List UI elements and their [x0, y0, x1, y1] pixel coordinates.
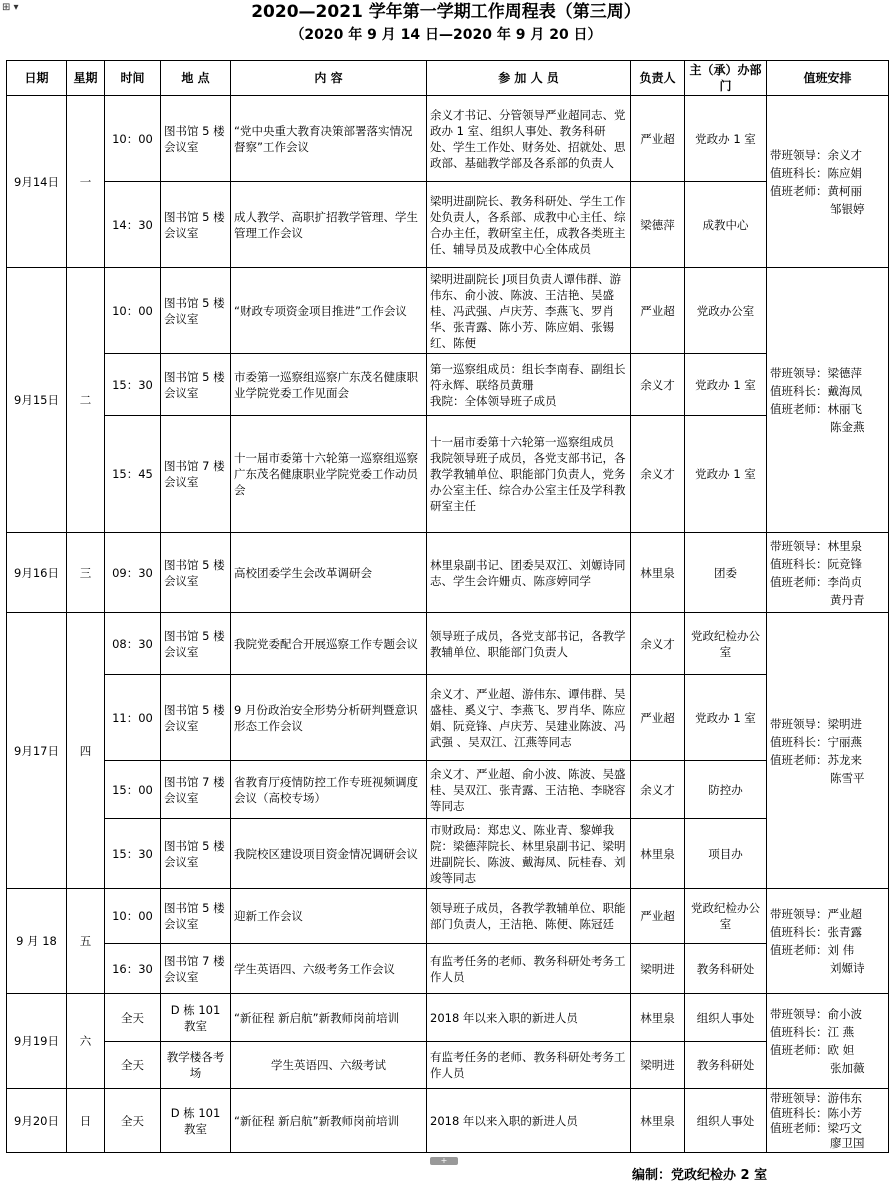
place-cell: 图书馆 5 楼会议室: [161, 533, 231, 613]
duty-chief: 值班科长：江 燕: [770, 1025, 855, 1039]
content-cell: 市委第一巡察组巡察广东茂名健康职业学院党委工作见面会: [231, 354, 427, 416]
duty-teacher: 值班老师：梁巧文: [770, 1120, 862, 1135]
header-date: 日期: [7, 61, 67, 96]
dept-cell: 团委: [685, 533, 767, 613]
duty-cell: [767, 994, 889, 1089]
time-cell: 09：30: [105, 533, 161, 613]
table-row: [7, 182, 889, 268]
duty-cell: [767, 889, 889, 994]
place-cell: 图书馆 5 楼会议室: [161, 819, 231, 889]
date-cell: 9 月 18: [7, 889, 67, 994]
duty-teacher-2: 陈雪平: [830, 770, 865, 785]
time-cell: 15：00: [105, 761, 161, 819]
time-cell: 全天: [105, 1089, 161, 1153]
page-subtitle: （2020 年 9 月 14 日—2020 年 9 月 20 日）: [290, 27, 602, 43]
duty-chief: 值班科长：陈应娟: [770, 165, 862, 180]
place-cell: 图书馆 7 楼会议室: [161, 944, 231, 994]
table-row: [7, 268, 889, 354]
duty-teacher-2: 张加薇: [830, 1061, 865, 1075]
duty-leader: 带班领导：梁德萍: [770, 366, 862, 380]
content-cell: 9 月份政治安全形势分析研判暨意识形态工作会议: [231, 675, 427, 761]
lead-cell: 林里泉: [631, 533, 685, 613]
duty-cell: [767, 96, 889, 268]
participants-cell: 余义才书记、分管领导严业超同志、党政办 1 室、组织人事处、教务科研处、学生工作处、财务处、招就处、思政部、基础教学部及各系部的负责人: [427, 96, 631, 182]
participants-cell: 第一巡察组成员：组长李南春、副组长符永辉、联络员黄珊 我院：全体领导班子成员: [427, 354, 631, 416]
participants-cell: 余义才、严业超、俞小波、陈波、吴盛桂、吴双江、张青露、王洁艳、李晓容等同志: [427, 761, 631, 819]
header-duty: 值班安排: [767, 61, 889, 96]
time-cell: 15：30: [105, 354, 161, 416]
duty-leader: 带班领导：严业超: [770, 907, 862, 921]
duty-chief: 值班科长：宁丽燕: [770, 734, 862, 749]
dept-cell: 组织人事处: [685, 994, 767, 1042]
duty-teacher-2: 廖卫国: [830, 1135, 865, 1150]
time-cell: 全天: [105, 1042, 161, 1089]
place-cell: 图书馆 5 楼会议室: [161, 613, 231, 675]
header-place: 地 点: [161, 61, 231, 96]
content-cell: 学生英语四、六级考务工作会议: [231, 944, 427, 994]
place-cell: 图书馆 5 楼会议室: [161, 889, 231, 944]
time-cell: 全天: [105, 994, 161, 1042]
duty-teacher: 值班老师：苏龙来: [770, 752, 862, 767]
participants-cell: 2018 年以来入职的新进人员: [427, 994, 631, 1042]
footer-note: 编制：党政纪检办 2 室: [632, 1168, 768, 1183]
duty-leader: 带班领导：游伟东: [770, 1090, 862, 1105]
table-row: [7, 1089, 889, 1153]
lead-cell: 梁德萍: [631, 182, 685, 268]
place-cell: 图书馆 5 楼会议室: [161, 96, 231, 182]
table-row: [7, 96, 889, 182]
date-cell: 9月16日: [7, 533, 67, 613]
participants-cell: 林里泉副书记、团委吴双江、刘嫄诗同志、学生会许姗贞、陈彦婷同学: [427, 533, 631, 613]
table-row: [7, 354, 889, 416]
lead-cell: 梁明进: [631, 944, 685, 994]
table-row: [7, 1042, 889, 1089]
place-cell: 图书馆 7 楼会议室: [161, 761, 231, 819]
content-cell: 迎新工作会议: [231, 889, 427, 944]
duty-cell: [767, 268, 889, 533]
time-cell: 15：30: [105, 819, 161, 889]
weekday-cell: 六: [67, 994, 105, 1089]
content-cell: 我院党委配合开展巡察工作专题会议: [231, 613, 427, 675]
duty-teacher: 值班老师：欧 妲: [770, 1043, 855, 1057]
duty-cell: [767, 533, 889, 613]
dept-cell: 党政办公室: [685, 268, 767, 354]
duty-teacher-2: 黄丹青: [830, 592, 865, 607]
table-resize-handle[interactable]: +: [430, 1157, 458, 1165]
duty-teacher-2: 邹银婷: [830, 201, 865, 216]
duty-chief: 值班科长：陈小芳: [770, 1105, 862, 1120]
participants-cell: 有监考任务的老师、教务科研处考务工作人员: [427, 944, 631, 994]
place-cell: 图书馆 5 楼会议室: [161, 268, 231, 354]
time-cell: 14：30: [105, 182, 161, 268]
lead-cell: 严业超: [631, 96, 685, 182]
dept-cell: 组织人事处: [685, 1089, 767, 1153]
time-cell: 10：00: [105, 268, 161, 354]
date-cell: 9月17日: [7, 613, 67, 889]
time-cell: 10：00: [105, 96, 161, 182]
table-row: [7, 761, 889, 819]
dept-cell: 防控办: [685, 761, 767, 819]
participants-cell: 十一届市委第十六轮第一巡察组成员 我院领导班子成员，各党支部书记，各教学教辅单位、职能部门负责人，党务办公室主任、综合办公室主任及学科教研室主任: [427, 416, 631, 533]
dept-cell: 教务科研处: [685, 944, 767, 994]
weekday-cell: 五: [67, 889, 105, 994]
place-cell: D 栋 101 教室: [161, 994, 231, 1042]
lead-cell: 严业超: [631, 268, 685, 354]
duty-teacher: 值班老师：黄柯丽: [770, 183, 862, 198]
duty-chief: 值班科长：张青露: [770, 925, 862, 939]
duty-leader: 带班领导：余义才: [770, 147, 862, 162]
time-cell: 15：45: [105, 416, 161, 533]
lead-cell: 林里泉: [631, 819, 685, 889]
content-cell: “新征程 新启航”新教师岗前培训: [231, 994, 427, 1042]
date-cell: 9月14日: [7, 96, 67, 268]
place-cell: 图书馆 5 楼会议室: [161, 182, 231, 268]
header-participants: 参 加 人 员: [427, 61, 631, 96]
place-cell: D 栋 101 教室: [161, 1089, 231, 1153]
lead-cell: 余义才: [631, 761, 685, 819]
table-row: [7, 889, 889, 944]
header-time: 时间: [105, 61, 161, 96]
content-cell: 省教育厅疫情防控工作专班视频调度会议（高校专场）: [231, 761, 427, 819]
header-row: [7, 61, 889, 96]
participants-cell: 梁明进副院长、教务科研处、学生工作处负责人，各系部、成教中心主任、综合办主任，教研室主任，成教各类班主任、辅导员及成教中心全体成员: [427, 182, 631, 268]
table-row: [7, 613, 889, 675]
time-cell: 16：30: [105, 944, 161, 994]
table-row: [7, 819, 889, 889]
duty-chief: 值班科长：阮竞锋: [770, 556, 862, 571]
lead-cell: 余义才: [631, 416, 685, 533]
duty-teacher-2: 陈金燕: [830, 420, 865, 434]
participants-cell: 2018 年以来入职的新进人员: [427, 1089, 631, 1153]
dept-cell: 党政办 1 室: [685, 416, 767, 533]
participants-cell: 领导班子成员，各教学教辅单位、职能部门负责人，王洁艳、陈便、陈冠廷: [427, 889, 631, 944]
table-row: [7, 533, 889, 613]
participants-cell: 有监考任务的老师、教务科研处考务工作人员: [427, 1042, 631, 1089]
lead-cell: 林里泉: [631, 994, 685, 1042]
content-cell: 成人教学、高职扩招教学管理、学生管理工作会议: [231, 182, 427, 268]
time-cell: 10：00: [105, 889, 161, 944]
content-cell: 学生英语四、六级考试: [231, 1042, 427, 1089]
weekday-cell: 日: [67, 1089, 105, 1153]
duty-leader: 带班领导：林里泉: [770, 538, 862, 553]
table-row: [7, 944, 889, 994]
participants-cell: 领导班子成员，各党支部书记，各教学教辅单位、职能部门负责人: [427, 613, 631, 675]
place-cell: 教学楼各考场: [161, 1042, 231, 1089]
schedule-table: [6, 60, 889, 1153]
dept-cell: 党政办 1 室: [685, 96, 767, 182]
page-title: 2020—2021 学年第一学期工作周程表（第三周）: [251, 2, 641, 22]
time-cell: 08：30: [105, 613, 161, 675]
duty-cell: [767, 613, 889, 889]
header-content: 内 容: [231, 61, 427, 96]
participants-cell: 市财政局：郑忠义、陈业青、黎婵我院：梁德萍院长、林里泉副书记、梁明进副院长、陈波、戴海凤、阮桂春、刘竣等同志: [427, 819, 631, 889]
header-weekday: 星期: [67, 61, 105, 96]
weekday-cell: 四: [67, 613, 105, 889]
weekday-cell: 一: [67, 96, 105, 268]
duty-teacher-2: 刘嫄诗: [830, 961, 865, 975]
header-lead: 负责人: [631, 61, 685, 96]
lead-cell: 余义才: [631, 354, 685, 416]
dept-cell: 党政纪检办公室: [685, 889, 767, 944]
lead-cell: 林里泉: [631, 1089, 685, 1153]
place-cell: 图书馆 5 楼会议室: [161, 354, 231, 416]
dept-cell: 项目办: [685, 819, 767, 889]
participants-cell: 梁明进副院长 J项目负责人谭伟群、游伟东、俞小波、陈波、王洁艳、吴盛桂、冯武强、卢庆芳、李燕飞、罗肖华、张青露、陈小芳、陈应娟、张锡红、陈便: [427, 268, 631, 354]
date-cell: 9月19日: [7, 994, 67, 1089]
dept-cell: 党政办 1 室: [685, 675, 767, 761]
participants-cell: 余义才、严业超、游伟东、谭伟群、吴盛桂、奚义宁、李燕飞、罗肖华、陈应娟、阮竞锋、卢庆芳、吴建业陈波、冯武强 、吴双江、江燕等同志: [427, 675, 631, 761]
lead-cell: 梁明进: [631, 1042, 685, 1089]
date-cell: 9月15日: [7, 268, 67, 533]
place-cell: 图书馆 7 楼会议室: [161, 416, 231, 533]
content-cell: 我院校区建设项目资金情况调研会议: [231, 819, 427, 889]
dept-cell: 成教中心: [685, 182, 767, 268]
duty-leader: 带班领导：俞小波: [770, 1007, 862, 1021]
header-dept: 主（承）办部 门: [685, 61, 767, 96]
duty-teacher: 值班老师：刘 伟: [770, 943, 855, 957]
content-cell: 高校团委学生会改革调研会: [231, 533, 427, 613]
lead-cell: 严业超: [631, 675, 685, 761]
dept-cell: 党政办 1 室: [685, 354, 767, 416]
table-row: [7, 416, 889, 533]
table-row: [7, 994, 889, 1042]
table-row: [7, 675, 889, 761]
weekday-cell: 三: [67, 533, 105, 613]
dept-cell: 教务科研处: [685, 1042, 767, 1089]
duty-teacher: 值班老师：李尚贞: [770, 574, 862, 589]
date-cell: 9月20日: [7, 1089, 67, 1153]
duty-teacher: 值班老师：林丽飞: [770, 402, 862, 416]
time-cell: 11：00: [105, 675, 161, 761]
duty-chief: 值班科长：戴海凤: [770, 384, 862, 398]
lead-cell: 余义才: [631, 613, 685, 675]
dept-cell: 党政纪检办公室: [685, 613, 767, 675]
content-cell: 十一届市委第十六轮第一巡察组巡察广东茂名健康职业学院党委工作动员会: [231, 416, 427, 533]
weekday-cell: 二: [67, 268, 105, 533]
lead-cell: 严业超: [631, 889, 685, 944]
table-anchor-icon: ⊞ ▾: [2, 2, 19, 13]
content-cell: “财政专项资金项目推进”工作会议: [231, 268, 427, 354]
duty-leader: 带班领导：梁明进: [770, 716, 862, 731]
content-cell: “党中央重大教育决策部署落实情况督察”工作会议: [231, 96, 427, 182]
place-cell: 图书馆 5 楼会议室: [161, 675, 231, 761]
content-cell: “新征程 新启航”新教师岗前培训: [231, 1089, 427, 1153]
duty-cell: [767, 1089, 889, 1153]
